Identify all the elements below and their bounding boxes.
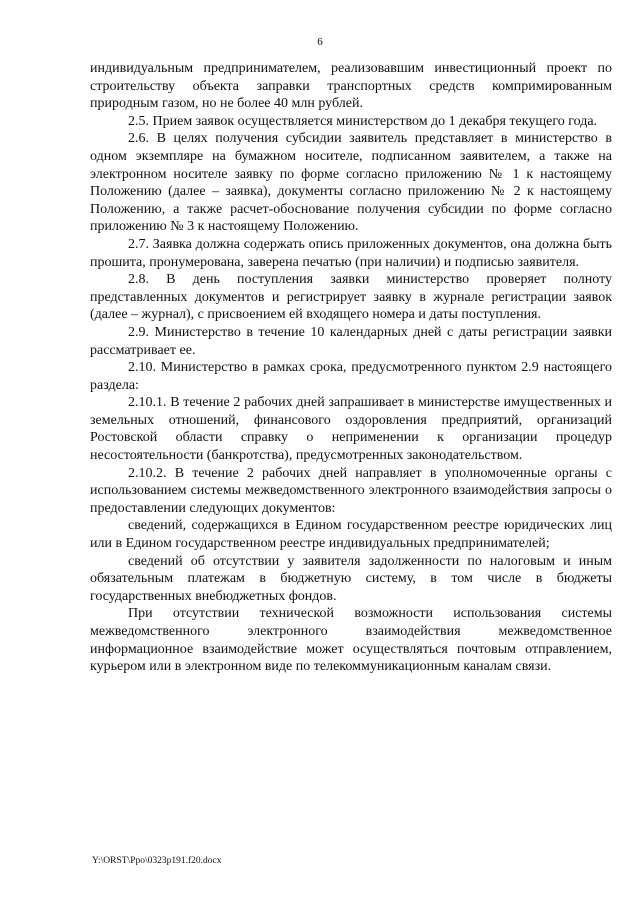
paragraph-2-8: 2.8. В день поступления заявки министерство проверяет полноту представленных документов и регистрирует заявку в журнале регистрации заявок (далее – журнал), с присвоением ей входящего номера и даты поступления. (90, 272, 612, 323)
paragraph-no-technical-possibility: При отсутствии технической возможности использования системы межведомственного электронного взаимодействия межведомственное информационное взаимодействие может осуществляться почтовым отправлением, курьером или в электронном виде по телекоммуникационным каналам связи. (90, 606, 612, 675)
footer-file-path: Y:\ORST\Ppo\0323p191.f20.docx (92, 856, 222, 866)
paragraph-2-10-2: 2.10.2. В течение 2 рабочих дней направляет в уполномоченные органы с использованием системы межведомственного электронного взаимодействия запросы о предоставлении следующих документов: (90, 465, 612, 516)
paragraph-item-egr: сведений, содержащихся в Едином государственном реестре юридических лиц или в Едином государственном реестре индивидуальных предпринимателей; (90, 518, 612, 552)
paragraph-2-5: 2.5. Прием заявок осуществляется министерством до 1 декабря текущего года. (128, 113, 598, 129)
paragraph-2-10: 2.10. Министерство в рамках срока, предусмотренного пунктом 2.9 настоящего раздела: (90, 360, 612, 393)
paragraph-2-7: 2.7. Заявка должна содержать опись приложенных документов, она должна быть прошита, пронумерована, заверена печатью (при наличии) и подписью заявителя. (90, 236, 612, 270)
paragraph-2-6: 2.6. В целях получения субсидии заявитель представляет в министерство в одном экземпляре на бумажном носителе, подписанном заявителем, а также на электронном носителе заявку по форме согласно приложению № 1 к настоящему Положению (далее – заявка), документы согласно приложению № 2 к настоящему Положению, а также расчет-обоснование получения субсидии по форме согласно приложению № 3 к настоящему Положению. (90, 131, 612, 235)
paragraph-2-9: 2.9. Министерство в течение 10 календарных дней с даты регистрации заявки рассматривает ее. (90, 324, 612, 358)
paragraph-item-tax-debt: сведений об отсутствии у заявителя задолженности по налоговым и иным обязательным платежам в бюджетную систему, в том числе в бюджеты государственных внебюджетных фондов. (90, 553, 612, 604)
document-body (90, 60, 612, 676)
page-number: 6 (317, 36, 323, 48)
paragraph-continuation: индивидуальным предпринимателем, реализовавшим инвестиционный проект по строительству объекта заправки транспортных средств компримированным природным газом, но не более 40 млн рублей. (90, 61, 612, 112)
paragraph-2-10-1: 2.10.1. В течение 2 рабочих дней запрашивает в министерстве имущественных и земельных отношений, финансового оздоровления предприятий, организаций Ростовской области справку о неприменении к организации процедур несостоятельности (банкротства), предусмотренных законодательством. (90, 395, 612, 464)
